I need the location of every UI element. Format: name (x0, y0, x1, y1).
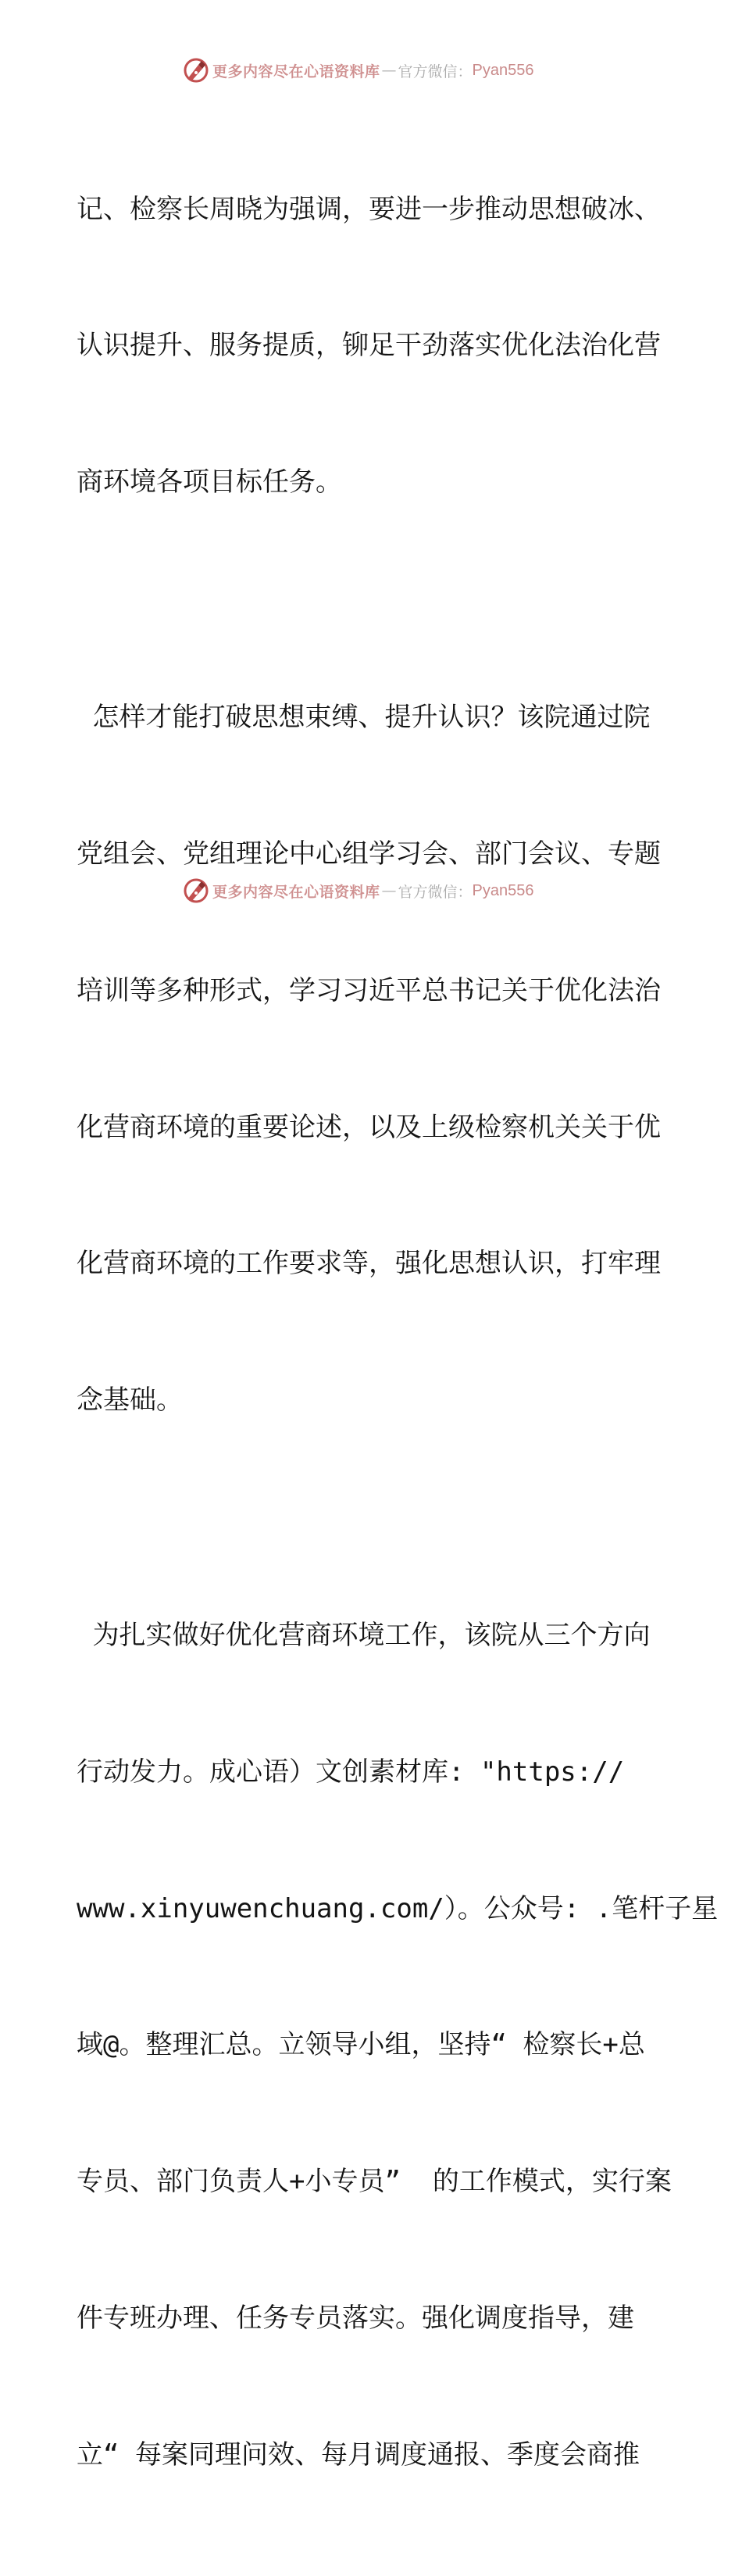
text-line: 念基础。 (77, 1384, 183, 1417)
text-line: 化营商环境的工作要求等，强化思想认识，打牢理 (77, 1248, 661, 1280)
watermark-separator: — (381, 882, 397, 899)
watermark-wechat-label: 官方微信： (398, 883, 473, 901)
paragraph-2 (77, 603, 670, 1514)
text-line: 专员、部门负责人+小专员” 的工作模式，实行案 (77, 2166, 672, 2198)
watermark-text: 更多内容尽在心语资料库 (212, 63, 380, 80)
text-line: 为扎实做好优化营商环境工作，该院从三个方向 (77, 1619, 651, 1651)
text-line: 党组会、党组理论中心组学习会、部门会议、专题 (77, 838, 661, 870)
text-line: www.xinyuwenchuang.com/）。公众号: .笔杆子星 (77, 1892, 719, 1924)
document-body (77, 95, 719, 2576)
text-line: 化营商环境的重要论述，以及上级检察机关关于优 (77, 1111, 661, 1143)
text-line: 商环境各项目标任务。 (77, 466, 342, 498)
watermark-separator: — (381, 62, 397, 79)
text-line: 域@。整理汇总。立领导小组，坚持“ 检察长+总 (77, 2029, 645, 2061)
watermark-wechat-id: Pyan556 (472, 881, 534, 899)
text-line: 怎样才能打破思想束缚、提升认识？该院通过院 (77, 701, 651, 733)
text-line: 行动发力。成心语）文创素材库: "https:// (77, 1756, 625, 1788)
text-line: 件专班办理、任务专员落实。强化调度指导，建 (77, 2303, 634, 2335)
text-line: 立“ 每案同理问效、每月调度通报、季度会商推 (77, 2439, 640, 2471)
watermark-text: 更多内容尽在心语资料库 (212, 883, 380, 901)
text-line: 记、检察长周晓为强调，要进一步推动思想破冰、 (77, 193, 661, 225)
header-watermark (183, 56, 534, 84)
pen-nib-logo-icon (183, 57, 209, 84)
text-line: 认识提升、服务提质，铆足干劲落实优化法治化营 (77, 330, 661, 362)
watermark-wechat-label: 官方微信： (398, 63, 473, 80)
footer-watermark (183, 877, 534, 905)
watermark-wechat-id: Pyan556 (472, 61, 534, 79)
paragraph-1 (77, 95, 670, 596)
paragraph-3 (77, 1521, 719, 2569)
text-line: 培训等多种形式，学习习近平总书记关于优化法治 (77, 974, 661, 1006)
pen-nib-logo-icon (183, 877, 209, 904)
